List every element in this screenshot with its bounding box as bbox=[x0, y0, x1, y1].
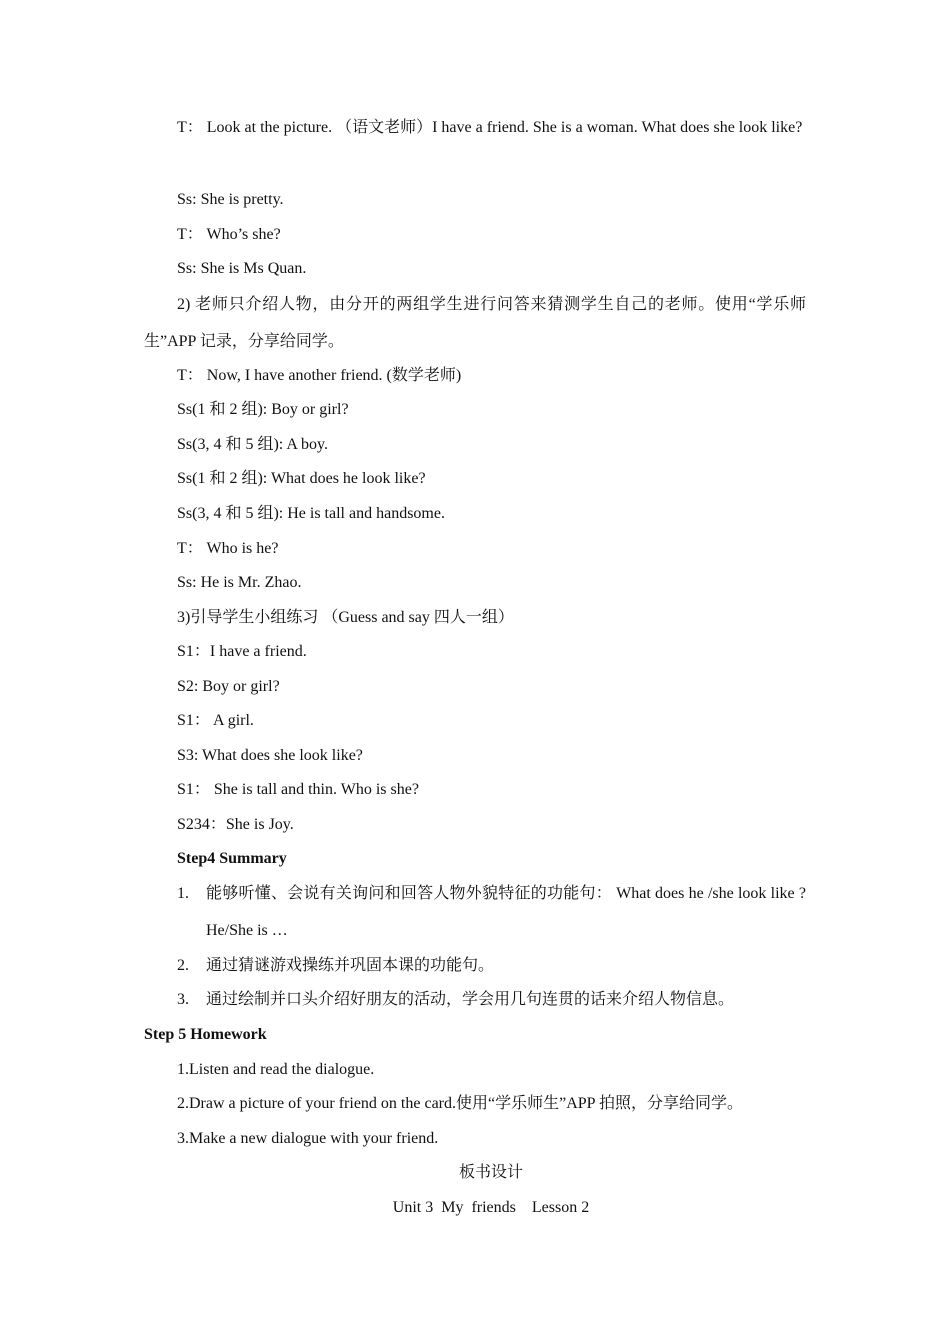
summary-item: 能够听懂、会说有关询问和回答人物外貌特征的功能句： What does he /she look like ?He/She is … bbox=[206, 885, 806, 939]
homework-item: 1.Listen and read the dialogue. bbox=[177, 1061, 375, 1078]
paragraph-step2-intro: 2) 老师只介绍人物，由分开的两组学生进行问答来猜测学生自己的老师。使用“学乐师生”APP 记录，分享给同学。 bbox=[144, 296, 806, 350]
summary-number: 3. bbox=[177, 991, 189, 1008]
homework-heading: Step 5 Homework bbox=[144, 1026, 267, 1043]
summary-heading: Step4 Summary bbox=[177, 850, 287, 867]
line-intro-students-2: Ss: She is Ms Quan. bbox=[177, 260, 307, 277]
dialogue2-line: Ss(1 和 2 组): What does he look like? bbox=[177, 470, 426, 487]
board-design-title: 板书设计 bbox=[458, 1164, 523, 1181]
dialogue3-line: S1：I have a friend. bbox=[177, 643, 307, 660]
summary-item: 通过绘制并口头介绍好朋友的活动，学会用几句连贯的话来介绍人物信息。 bbox=[206, 991, 735, 1008]
homework-item: 3.Make a new dialogue with your friend. bbox=[177, 1130, 439, 1147]
dialogue2-line: T： Now, I have another friend. (数学老师) bbox=[177, 367, 462, 384]
dialogue3-line: S2: Boy or girl? bbox=[177, 678, 280, 695]
summary-number: 1. bbox=[177, 885, 189, 902]
dialogue2-line: Ss(1 和 2 组): Boy or girl? bbox=[177, 401, 349, 418]
dialogue2-line: Ss: He is Mr. Zhao. bbox=[177, 574, 302, 591]
summary-item: 通过猜谜游戏操练并巩固本课的功能句。 bbox=[206, 957, 495, 974]
dialogue2-line: Ss(3, 4 和 5 组): He is tall and handsome. bbox=[177, 505, 445, 522]
summary-number: 2. bbox=[177, 957, 189, 974]
step3-intro: 3)引导学生小组练习 （Guess and say 四人一组） bbox=[177, 609, 514, 626]
dialogue3-line: S3: What does she look like? bbox=[177, 747, 363, 764]
dialogue3-line: S234：She is Joy. bbox=[177, 816, 294, 833]
line-intro-teacher-2: T： Who’s she? bbox=[177, 226, 281, 243]
dialogue2-line: Ss(3, 4 和 5 组): A boy. bbox=[177, 436, 328, 453]
board-design-subtitle: Unit 3 My friends Lesson 2 bbox=[392, 1199, 590, 1216]
dialogue3-line: S1： A girl. bbox=[177, 712, 254, 729]
line-intro-students-1: Ss: She is pretty. bbox=[177, 191, 284, 208]
dialogue3-line: S1： She is tall and thin. Who is she? bbox=[177, 781, 419, 798]
paragraph-intro-teacher: T： Look at the picture. （语文老师）I have a friend. She is a woman. What does she look like? bbox=[177, 119, 803, 136]
homework-item: 2.Draw a picture of your friend on the card.使用“学乐师生”APP 拍照，分享给同学。 bbox=[177, 1095, 743, 1112]
dialogue2-line: T： Who is he? bbox=[177, 540, 279, 557]
